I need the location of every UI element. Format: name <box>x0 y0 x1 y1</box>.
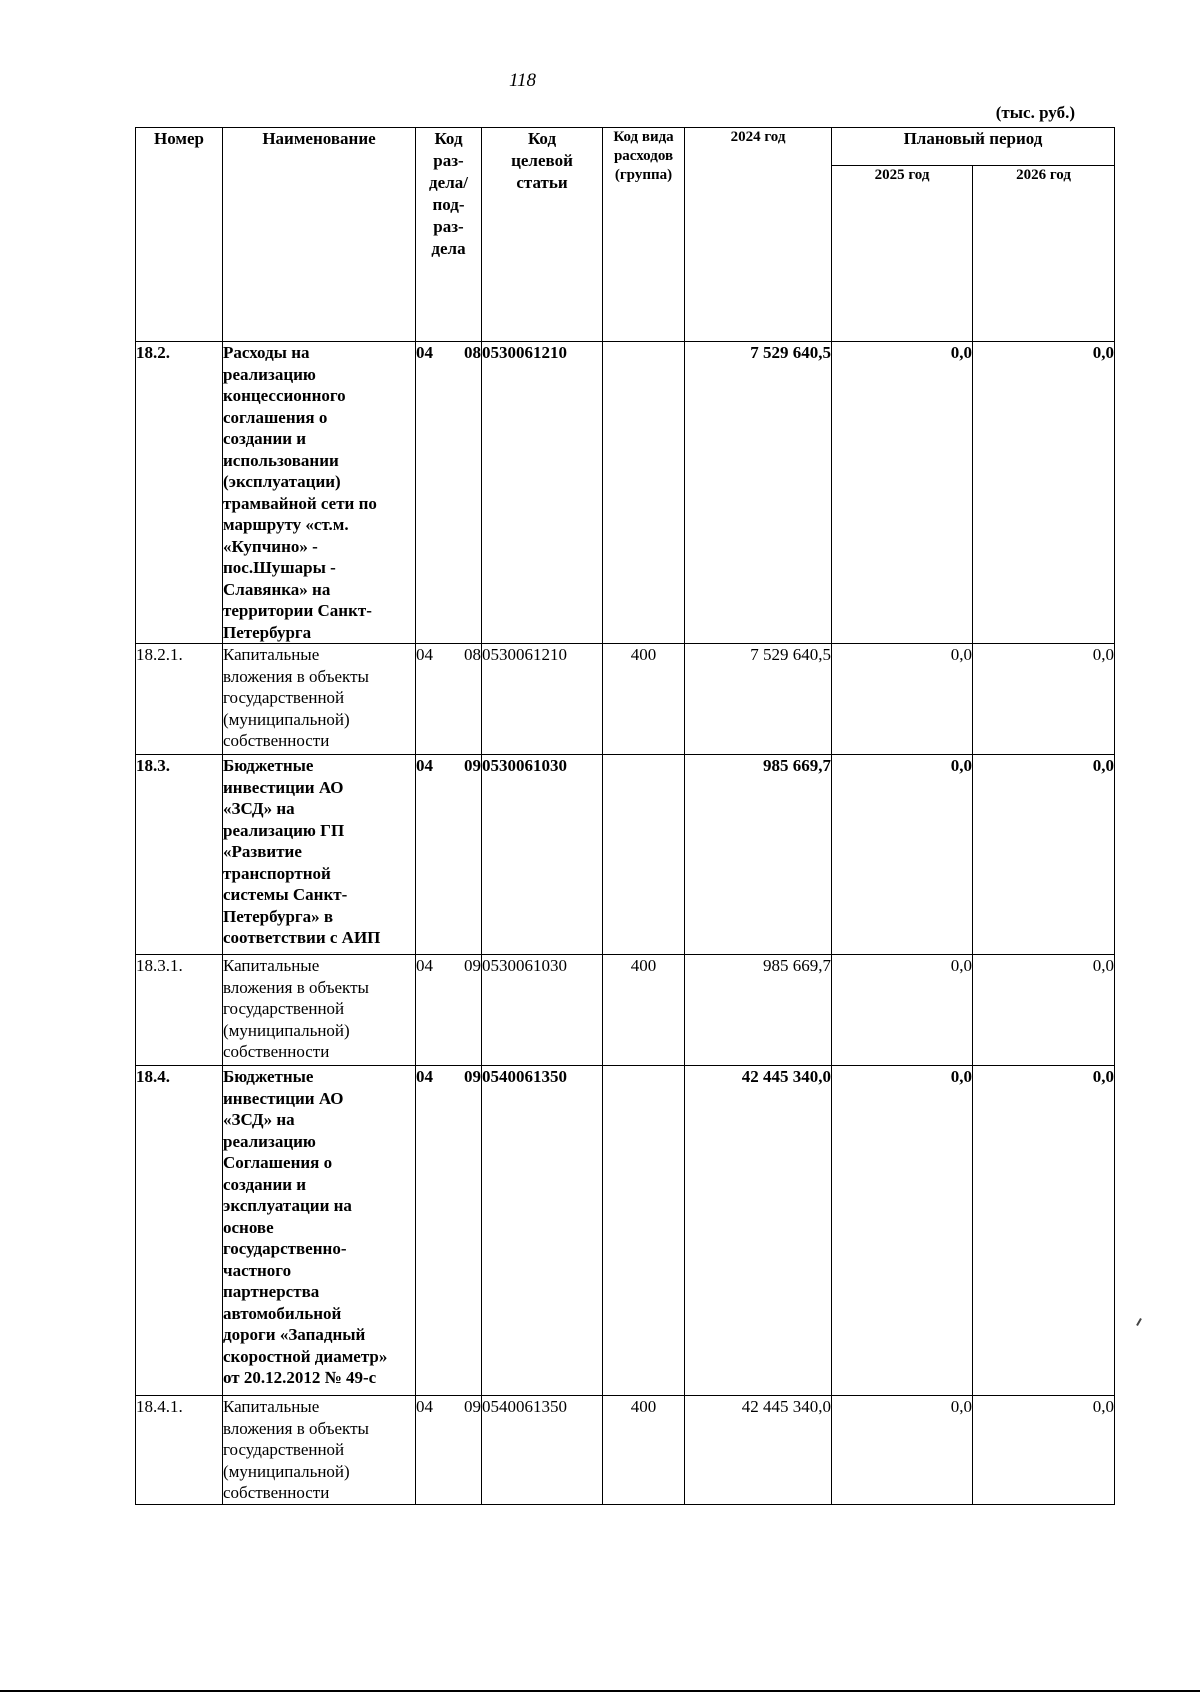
header-planning-period: Плановый период <box>832 128 1115 166</box>
expense-group: 400 <box>603 955 685 1066</box>
stray-mark <box>1136 1318 1142 1326</box>
header-number: Номер <box>136 128 223 342</box>
amount-2025: 0,0 <box>832 1396 973 1505</box>
amount-2026: 0,0 <box>973 955 1115 1066</box>
table-header <box>136 128 1115 342</box>
header-year-2025: 2025 год <box>832 166 973 342</box>
section: 04 <box>416 1397 433 1416</box>
header-expense-type: Код вида расходов (группа) <box>603 128 685 342</box>
expense-group <box>603 1066 685 1396</box>
amount-2026: 0,0 <box>973 1066 1115 1396</box>
row-name: Капитальные вложения в объекты государственной (муниципальной) собственности <box>223 644 416 755</box>
amount-2024: 7 529 640,5 <box>685 342 832 644</box>
header-target-code: Код целевой статьи <box>482 128 603 342</box>
amount-2024: 42 445 340,0 <box>685 1396 832 1505</box>
subsection: 09 <box>464 756 481 775</box>
amount-2024: 985 669,7 <box>685 955 832 1066</box>
section: 04 <box>416 645 433 664</box>
table-body <box>136 342 1115 1505</box>
row-name: Бюджетные инвестиции АО «ЗСД» на реализацию Соглашения о создании и эксплуатации на основе государственно- частного партнерства автомобильной дороги «Западный скоростной диаметр» от 20.12.2012 № 49-с <box>223 1066 416 1396</box>
row-number: 18.4. <box>136 1066 223 1396</box>
table-row <box>136 1066 1115 1396</box>
expense-group <box>603 755 685 955</box>
bottom-border <box>0 1690 1200 1692</box>
budget-table <box>135 127 1115 1505</box>
row-number: 18.4.1. <box>136 1396 223 1505</box>
expense-group: 400 <box>603 644 685 755</box>
section: 04 <box>416 756 433 775</box>
table-row <box>136 644 1115 755</box>
section-code <box>416 644 482 755</box>
target-code: 0530061210 <box>482 644 603 755</box>
expense-group: 400 <box>603 1396 685 1505</box>
page-number: 118 <box>508 70 537 91</box>
row-number: 18.2.1. <box>136 644 223 755</box>
row-name: Капитальные вложения в объекты государственной (муниципальной) собственности <box>223 955 416 1066</box>
header-section-code: Код раз- дела/ под- раз- дела <box>416 128 482 342</box>
expense-group <box>603 342 685 644</box>
row-number: 18.3.1. <box>136 955 223 1066</box>
amount-2025: 0,0 <box>832 342 973 644</box>
target-code: 0540061350 <box>482 1396 603 1505</box>
section-code <box>416 955 482 1066</box>
subsection: 09 <box>464 1067 481 1086</box>
section-code <box>416 1396 482 1505</box>
amount-2024: 985 669,7 <box>685 755 832 955</box>
amount-2025: 0,0 <box>832 955 973 1066</box>
section-code <box>416 342 482 644</box>
units-label: (тыс. руб.) <box>995 103 1075 122</box>
subsection: 08 <box>464 645 481 664</box>
target-code: 0540061350 <box>482 1066 603 1396</box>
row-name: Капитальные вложения в объекты государственной (муниципальной) собственности <box>223 1396 416 1505</box>
section-code <box>416 755 482 955</box>
target-code: 0530061030 <box>482 755 603 955</box>
amount-2025: 0,0 <box>832 755 973 955</box>
row-number: 18.3. <box>136 755 223 955</box>
subsection: 08 <box>464 343 481 362</box>
section: 04 <box>416 1067 433 1086</box>
amount-2025: 0,0 <box>832 1066 973 1396</box>
section: 04 <box>416 956 433 975</box>
table-row <box>136 342 1115 644</box>
table-row <box>136 955 1115 1066</box>
target-code: 0530061210 <box>482 342 603 644</box>
table-row <box>136 755 1115 955</box>
subsection: 09 <box>464 1397 481 1416</box>
amount-2026: 0,0 <box>973 342 1115 644</box>
amount-2026: 0,0 <box>973 1396 1115 1505</box>
amount-2026: 0,0 <box>973 644 1115 755</box>
header-name: Наименование <box>223 128 416 342</box>
row-name: Бюджетные инвестиции АО «ЗСД» на реализацию ГП «Развитие транспортной системы Санкт- Петербурга» в соответствии с АИП <box>223 755 416 955</box>
table-row <box>136 1396 1115 1505</box>
header-year-2024: 2024 год <box>685 128 832 342</box>
section-code <box>416 1066 482 1396</box>
amount-2025: 0,0 <box>832 644 973 755</box>
target-code: 0530061030 <box>482 955 603 1066</box>
row-number: 18.2. <box>136 342 223 644</box>
subsection: 09 <box>464 956 481 975</box>
amount-2024: 7 529 640,5 <box>685 644 832 755</box>
row-name: Расходы на реализацию концессионного соглашения о создании и использовании (эксплуатации) трамвайной сети по маршруту «ст.м. «Купчино» - пос.Шушары - Славянка» на территории Санкт- Петербурга <box>223 342 416 644</box>
amount-2026: 0,0 <box>973 755 1115 955</box>
header-year-2026: 2026 год <box>973 166 1115 342</box>
section: 04 <box>416 343 433 362</box>
amount-2024: 42 445 340,0 <box>685 1066 832 1396</box>
